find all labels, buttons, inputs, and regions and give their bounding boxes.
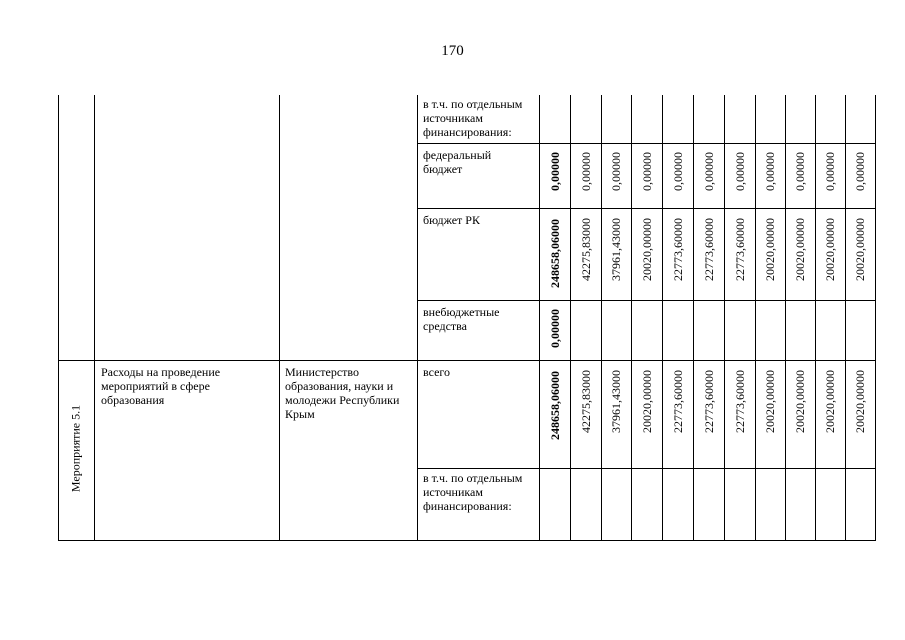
value-text: 22773,60000 (701, 370, 716, 434)
table-border (94, 95, 95, 541)
period-value (785, 360, 815, 468)
value-text: 20020,00000 (639, 370, 654, 434)
period-value (601, 143, 631, 208)
value-text: 0,00000 (670, 152, 685, 192)
period-value (724, 208, 755, 300)
value-text: 20020,00000 (763, 218, 777, 282)
period-value (815, 208, 845, 300)
row-total-value (539, 143, 570, 208)
value-text: 0,00000 (823, 152, 837, 192)
period-value (662, 143, 693, 208)
value-text: 22773,60000 (670, 218, 685, 282)
value-text: 0,00000 (609, 152, 623, 192)
value-text: 20020,00000 (763, 370, 777, 434)
value-text: 42275,83000 (578, 218, 593, 282)
value-text: 0,00000 (547, 309, 562, 349)
table-border (417, 95, 418, 541)
value-text: 0,00000 (639, 152, 654, 192)
period-value (845, 360, 875, 468)
period-value (785, 208, 815, 300)
value-text: 22773,60000 (732, 218, 747, 282)
value-text: 0,00000 (763, 152, 777, 192)
value-text: 0,00000 (853, 152, 867, 192)
value-text: 20020,00000 (639, 218, 654, 282)
value-text: 248658,06000 (547, 218, 562, 288)
period-value (570, 208, 601, 300)
period-value (662, 360, 693, 468)
period-value (631, 360, 662, 468)
value-text: 0,00000 (732, 152, 747, 192)
row-border (417, 468, 876, 469)
value-text: 37961,43000 (609, 218, 623, 282)
period-value (815, 143, 845, 208)
value-text: 42275,83000 (578, 370, 593, 434)
table-border (875, 95, 876, 541)
period-value (570, 143, 601, 208)
value-text: 20020,00000 (823, 370, 837, 434)
page-number: 170 (441, 43, 464, 59)
period-value (693, 208, 724, 300)
period-value (631, 208, 662, 300)
value-text: 0,00000 (547, 152, 562, 192)
value-text: 37961,43000 (609, 370, 623, 434)
measure-label: Мероприятие 5.1 (68, 404, 83, 493)
period-value (815, 360, 845, 468)
value-text: 20020,00000 (823, 218, 837, 282)
value-text: 22773,60000 (732, 370, 747, 434)
value-text: 22773,60000 (701, 218, 716, 282)
period-value (601, 208, 631, 300)
measure-executor: Министерство образования, науки и молодежи Республики Крым (285, 365, 400, 421)
period-value (755, 360, 785, 468)
period-value (845, 208, 875, 300)
row-border (417, 300, 876, 301)
row-label: в т.ч. по отдельным источникам финансирования: (423, 471, 523, 513)
period-value (755, 143, 785, 208)
value-text: 20020,00000 (853, 370, 867, 434)
table-border (279, 95, 280, 541)
row-label: федеральный бюджет (423, 148, 492, 176)
measure-name: Расходы на проведение мероприятий в сфере образования (101, 365, 221, 407)
row-total-value (539, 300, 570, 360)
value-text: 248658,06000 (547, 370, 562, 440)
row-label: внебюджетные средства (423, 305, 500, 333)
row-total-value (539, 360, 570, 468)
value-text: 0,00000 (793, 152, 807, 192)
measure-label-cell (58, 361, 94, 540)
period-value (693, 360, 724, 468)
period-value (845, 143, 875, 208)
row-total-value (539, 208, 570, 300)
financing-table (58, 95, 876, 541)
period-value (724, 143, 755, 208)
period-value (601, 360, 631, 468)
period-value (755, 208, 785, 300)
row-label: в т.ч. по отдельным источникам финансирования: (423, 97, 523, 139)
period-value (785, 143, 815, 208)
period-value (662, 208, 693, 300)
row-label: всего (423, 365, 451, 379)
value-text: 0,00000 (578, 152, 593, 192)
value-text: 20020,00000 (793, 370, 807, 434)
value-text: 22773,60000 (670, 370, 685, 434)
row-border (58, 540, 876, 541)
value-text: 20020,00000 (793, 218, 807, 282)
period-value (631, 143, 662, 208)
period-value (693, 143, 724, 208)
period-value (724, 360, 755, 468)
value-text: 0,00000 (701, 152, 716, 192)
row-label: бюджет РК (423, 213, 480, 227)
period-value (570, 360, 601, 468)
value-text: 20020,00000 (853, 218, 867, 282)
